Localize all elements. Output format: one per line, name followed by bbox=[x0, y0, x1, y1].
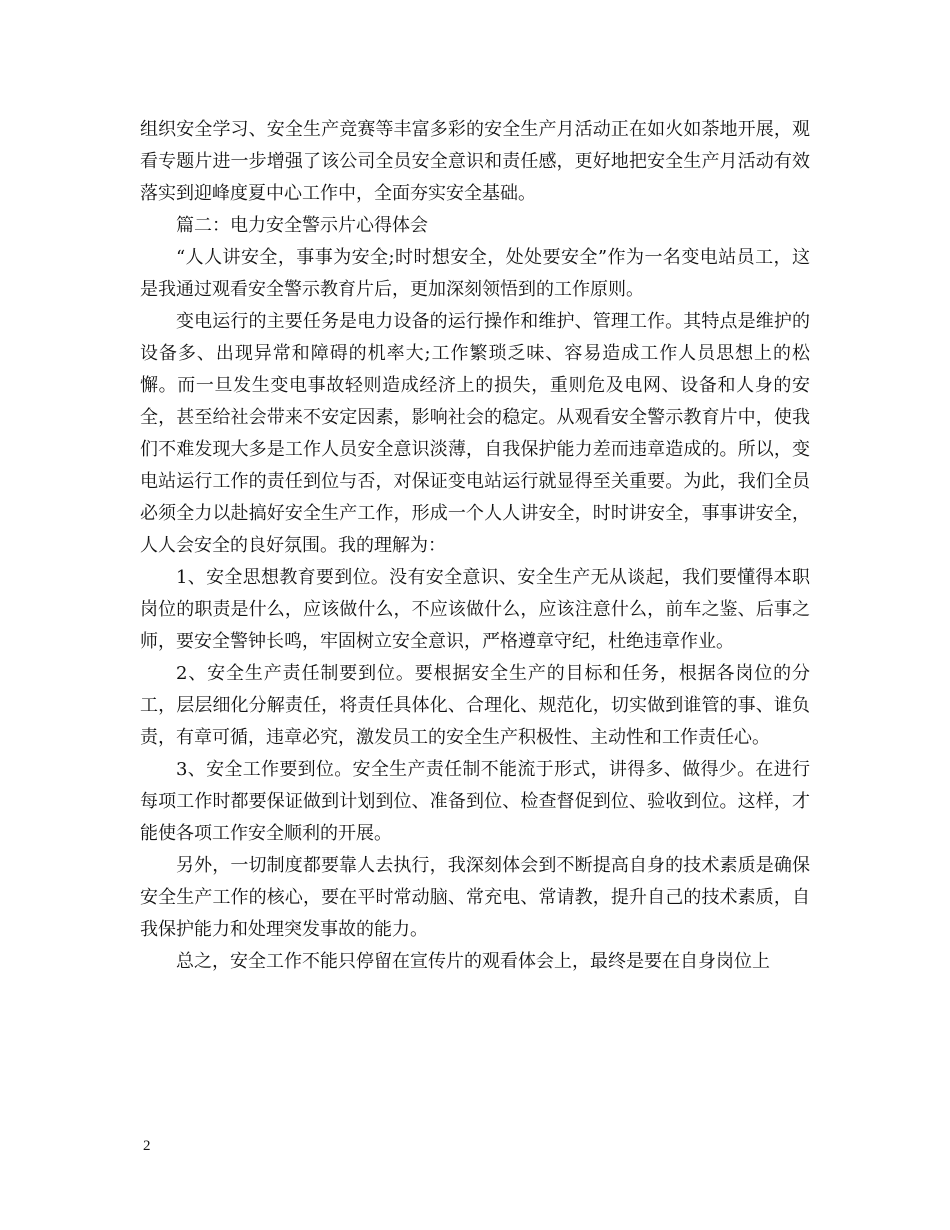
paragraph: “人人讲安全，事事为安全;时时想安全，处处要安全”作为一名变电站员工，这是我通过观看安全警示教育片后，更加深刻领悟到的工作原则。 bbox=[140, 247, 810, 300]
paragraph: 变电运行的主要任务是电力设备的运行操作和维护、管理工作。其特点是维护的设备多、出现异常和障碍的机率大;工作繁琐乏味、容易造成工作人员思想上的松懈。而一旦发生变电事故轻则造成经济上的损失，重则危及电网、设备和人身的安全，甚至给社会带来不安定因素，影响社会的稳定。从观看安全警示教育片中，使我们不难发现大多是工作人员安全意识淡薄，自我保护能力差而违章造成的。所以，变电站运行工作的责任到位与否，对保证变电站运行就显得至关重要。为此，我们全员必须全力以赴搞好安全生产工作，形成一个人人讲安全，时时讲安全，事事讲安全，人人会安全的良好氛围。我的理解为： bbox=[140, 311, 810, 556]
paragraph: 另外，一切制度都要靠人去执行，我深刻体会到不断提高自身的技术素质是确保安全生产工作的核心，要在平时常动脑、常充电、常请教，提升自己的技术素质，自我保护能力和处理突发事故的能力。 bbox=[140, 855, 810, 940]
paragraph: 总之，安全工作不能只停留在宣传片的观看体会上，最终是要在自身岗位上 bbox=[176, 951, 770, 972]
paragraph-continuation: 组织安全学习、安全生产竞赛等丰富多彩的安全生产月活动正在如火如荼地开展，观看专题片进一步增强了该公司全员安全意识和责任感，更好地把安全生产月活动有效落实到迎峰度夏中心工作中，全面夯实安全基础。 bbox=[140, 119, 810, 204]
document-body bbox=[140, 114, 810, 978]
section-heading: 篇二：电力安全警示片心得体会 bbox=[176, 215, 428, 236]
paragraph: 2、安全生产责任制要到位。要根据安全生产的目标和任务，根据各岗位的分工，层层细化分解责任，将责任具体化、合理化、规范化，切实做到谁管的事、谁负责，有章可循，违章必究，激发员工的安全生产积极性、主动性和工作责任心。 bbox=[140, 663, 810, 748]
page-number: 2 bbox=[143, 1138, 151, 1154]
paragraph: 3、安全工作要到位。安全生产责任制不能流于形式，讲得多、做得少。在进行每项工作时都要保证做到计划到位、准备到位、检查督促到位、验收到位。这样，才能使各项工作安全顺利的开展。 bbox=[140, 759, 810, 844]
paragraph: 1、安全思想教育要到位。没有安全意识、安全生产无从谈起，我们要懂得本职岗位的职责是什么，应该做什么，不应该做什么，应该注意什么，前车之鉴、后事之师，要安全警钟长鸣，牢固树立安全意识，严格遵章守纪，杜绝违章作业。 bbox=[140, 567, 810, 652]
